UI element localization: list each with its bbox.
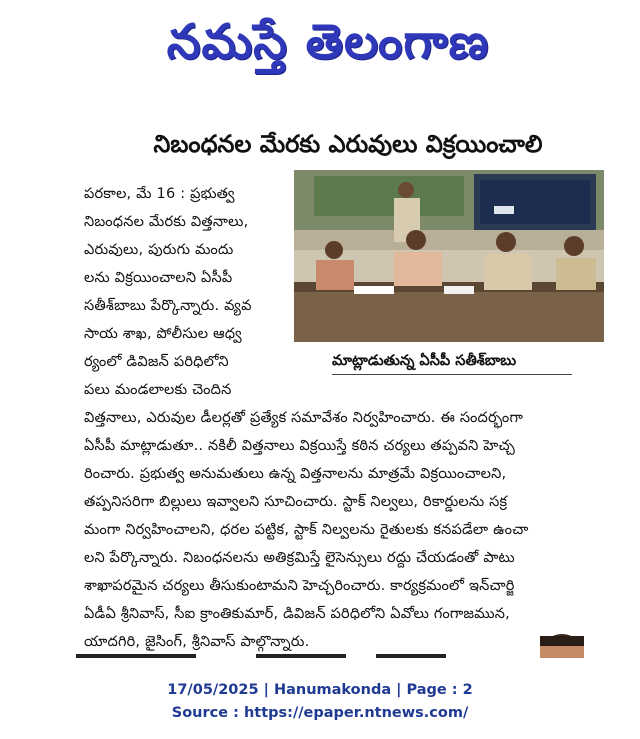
photo-caption: మాట్లాడుతున్న ఏసీపీ సతీశ్‌బాబు [332,348,572,375]
article-line: లని పేర్కొన్నారు. నిబంధనలను అతిక్రమిస్తే లైసెన్సులు రద్దు చేయడంతో పాటు [84,550,515,566]
article-line: ర్యంలో డివిజన్ పరిధిలోని [84,354,229,370]
article-line: మంగా నిర్వహించాలని, ధరల పట్టిక, స్టాక్ నిల్వలను రైతులకు కనపడేలా ఉంచా [84,522,529,538]
article-headline: నిబంధనల మేరకు ఎరువులు విక్రయించాలి [153,130,543,158]
masthead-spacer [70,84,626,124]
meeting-photo-illustration [294,170,604,342]
article-line: ఏసీపీ మాట్లాడుతూ.. నకిలీ విత్తనాలు విక్రయిస్తే కఠిన చర్యలు తప్పవని హెచ్చ [84,438,515,454]
article-line: విత్తనాలు, ఎరువుల డీలర్లతో ప్రత్యేక సమావేశం నిర్వహించారు. ఈ సందర్భంగా [84,410,523,426]
masthead [70,6,626,84]
article-photo [294,170,604,342]
next-story-photo [500,626,620,658]
article-line: పలు మండలాలకు చెందిన [84,382,232,398]
newspaper-clipping [70,6,626,658]
article-line: సతీశ్‌బాబు పేర్కొన్నారు. వ్యవ [84,298,252,314]
article-line: సాయ శాఖ, పోలీసుల ఆధ్వ [84,326,242,342]
article-line: ఏడీఏ శ్రీనివాస్, సీఐ క్రాంతికుమార్, డివిజన్ పరిధిలోని ఏవోలు గంగాజమున, [84,606,510,622]
masthead-title: నమస్తే తెలంగాణ [166,14,490,70]
article-line: లను విక్రయించాలని ఏసీపీ [84,270,233,286]
article-line: నిబంధనల మేరకు విత్తనాలు, [84,214,249,230]
article-line: యాదగిరి, జైసింగ్, శ్రీనివాస్ పాల్గొన్నారు. [84,634,310,650]
article-line: రించారు. ప్రభుత్వ అనుమతులు ఉన్న విత్తనాలను మాత్రమే విక్రయించాలని, [84,466,507,482]
article-line: శాఖాపరమైన చర్యలు తీసుకుంటామని హెచ్చరించారు. కార్యక్రమంలో ఇన్‌చార్జి [84,578,515,594]
footer-date-line: 17/05/2025 | Hanumakonda | Page : 2 [167,682,473,698]
article-line: ఎరువులు, పురుగు మందు [84,242,234,258]
next-story-fragment [76,652,486,658]
article-line: పరకాల, మే 16 : ప్రభుత్వ [84,186,235,202]
footer-source-line: Source : https://epaper.ntnews.com/ [171,705,469,721]
article-line: తప్పనిసరిగా బిల్లులు ఇవ్వాలని సూచించారు. స్టాక్ నిల్వలు, రికార్డులను సక్ర [84,494,508,510]
